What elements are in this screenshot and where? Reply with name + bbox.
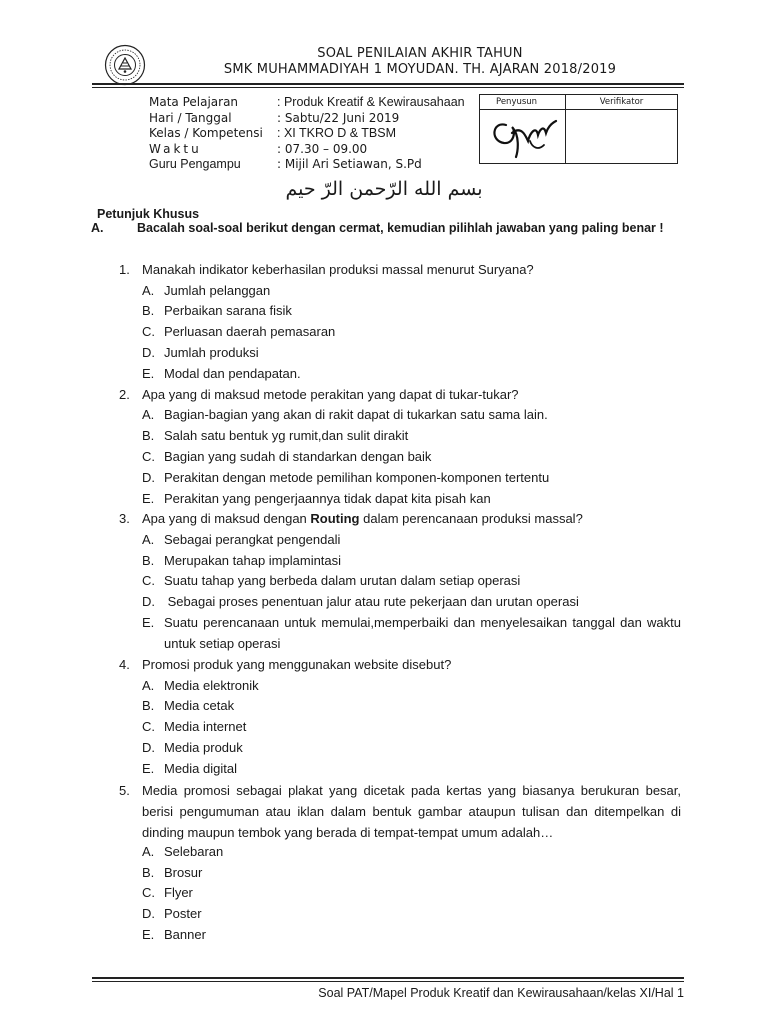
option-text: Suatu tahap yang berbeda dalam urutan dalam setiap operasi [164,573,521,588]
signature-cell-verifikator [566,95,677,163]
info-label: Mata Pelajaran [149,95,239,109]
option-letter: D. [142,594,155,609]
option-letter: E. [142,761,155,776]
info-value: : 07.30 – 09.00 [277,141,368,156]
school-name: SMK MUHAMMADIYAH 1 MOYUDAN. TH. AJARAN 2018/2019 [223,62,617,77]
option-text: Perakitan yang pengerjaannya tidak dapat kita pisah kan [164,491,491,506]
option-text: Brosur [164,865,203,880]
instructions-text: Bacalah soal-soal berikut dengan cermat, kemudian pilihlah jawaban yang paling benar ! [137,221,664,235]
option-text: Jumlah produksi [164,345,259,360]
option-letter: C. [142,324,155,339]
instructions-block [91,221,681,236]
info-value: : Sabtu/22 Juni 2019 [277,110,400,125]
option-text: Merupakan tahap implamintasi [164,553,342,568]
info-label: Hari / Tanggal [149,110,232,125]
option-letter: D. [142,740,155,755]
question-text [142,509,681,529]
header-divider [92,83,684,85]
signature-box [479,94,678,164]
option-letter: A. [142,407,155,422]
option-letter: A. [142,844,155,859]
page-footer: Soal PAT/Mapel Produk Kreatif dan Kewirausahaan/kelas XI/Hal 1 [318,986,684,1000]
handwritten-signature [486,111,562,161]
info-value: : Produk Kreatif & Kewirausahaan [277,95,465,109]
option-text: Salah satu bentuk yg rumit,dan sulit dirakit [164,428,409,443]
footer-divider [92,977,684,979]
option-text: Perbaikan sarana fisik [164,303,292,318]
option-letter: C. [142,449,155,464]
signature-header-penyusun: Penyusun [480,95,565,110]
info-value: : XI TKRO D & TBSM [277,126,397,140]
option-text: Banner [164,927,206,942]
question-5 [119,780,681,843]
footer-divider-thin [92,981,684,982]
option-letter: A. [142,283,155,298]
option-text: Perakitan dengan metode pemilihan komponen-komponen tertentu [164,470,550,485]
question-text: Apa yang di maksud metode perakitan yang dapat di tukar-tukar? [142,387,519,402]
info-label: Kelas / Kompetensi [149,126,263,140]
question-keyword: Routing [310,511,360,526]
option-text: Media produk [164,740,243,755]
school-emblem-icon [104,44,146,86]
option-text: Bagian-bagian yang akan di rakit dapat di tukarkan satu sama lain. [164,407,548,422]
option-letter: C. [142,719,155,734]
option-text: Bagian yang sudah di standarkan dengan baik [164,449,432,464]
option-letter: B. [142,865,155,880]
option-letter: B. [142,553,155,568]
option-letter: B. [142,428,155,443]
option-letter: B. [142,698,155,713]
question-number: 5. [119,783,130,798]
option-text: Sebagai perangkat pengendali [164,532,341,547]
info-value: : Mijil Ari Setiawan, S.Pd [277,157,422,171]
signature-cell-penyusun [480,95,566,163]
question-number: 2. [119,387,130,402]
signature-header-verifikator: Verifikator [566,95,677,110]
option-text: Selebaran [164,844,224,859]
option-text: Perluasan daerah pemasaran [164,324,336,339]
question-1 [119,260,681,280]
option-text: Sebagai proses penentuan jalur atau rute pekerjaan dan urutan operasi [164,594,579,609]
bismillah-text: بسم الله الرّحمن الرّ حيم [285,178,483,200]
question-3 [119,509,681,529]
section-marker: A. [91,221,104,235]
option-letter: D. [142,345,155,360]
option-3e [142,613,681,654]
option-letter: E. [142,615,155,630]
option-text: Poster [164,906,202,921]
option-letter: D. [142,906,155,921]
option-letter: B. [142,303,155,318]
question-text-end: dalam perencanaan produksi massal? [359,511,583,526]
option-letter: C. [142,885,155,900]
question-text: Promosi produk yang menggunakan website disebut? [142,657,452,672]
option-letter: E. [142,366,155,381]
option-letter: A. [142,532,155,547]
option-text: Modal dan pendapatan. [164,366,301,381]
option-letter: A. [142,678,155,693]
question-number: 3. [119,511,130,526]
option-text: Suatu perencanaan untuk memulai,memperbaiki dan menyelesaikan tanggal dan waktu untuk setiap operasi [164,615,681,651]
question-number: 4. [119,657,130,672]
option-text: Media internet [164,719,247,734]
question-text: Manakah indikator keberhasilan produksi massal menurut Suryana? [142,262,534,277]
info-label: Waktu [149,141,202,156]
option-text: Media cetak [164,698,235,713]
question-text-start: Apa yang di maksud dengan [142,511,311,526]
option-letter: E. [142,491,155,506]
option-letter: E. [142,927,155,942]
option-text: Media elektronik [164,678,259,693]
option-text: Flyer [164,885,193,900]
option-text: Media digital [164,761,237,776]
question-number: 1. [119,262,130,277]
info-label: Guru Pengampu [149,157,241,171]
document-title: SOAL PENILAIAN AKHIR TAHUN [317,46,523,61]
question-4 [119,655,681,675]
header-divider-thin [92,87,684,88]
option-letter: D. [142,470,155,485]
instructions-heading: Petunjuk Khusus [97,207,200,221]
option-text: Jumlah pelanggan [164,283,271,298]
option-letter: C. [142,573,155,588]
question-text: Media promosi sebagai plakat yang dicetak pada kertas yang biasanya berukuran besar, berisi pengumuman atau iklan dalam bentuk gambar ataupun tulisan dan ditempelkan di dinding maupun tembok yang berada di tempat-tempat umum adalah… [142,783,681,840]
question-2 [119,385,681,405]
